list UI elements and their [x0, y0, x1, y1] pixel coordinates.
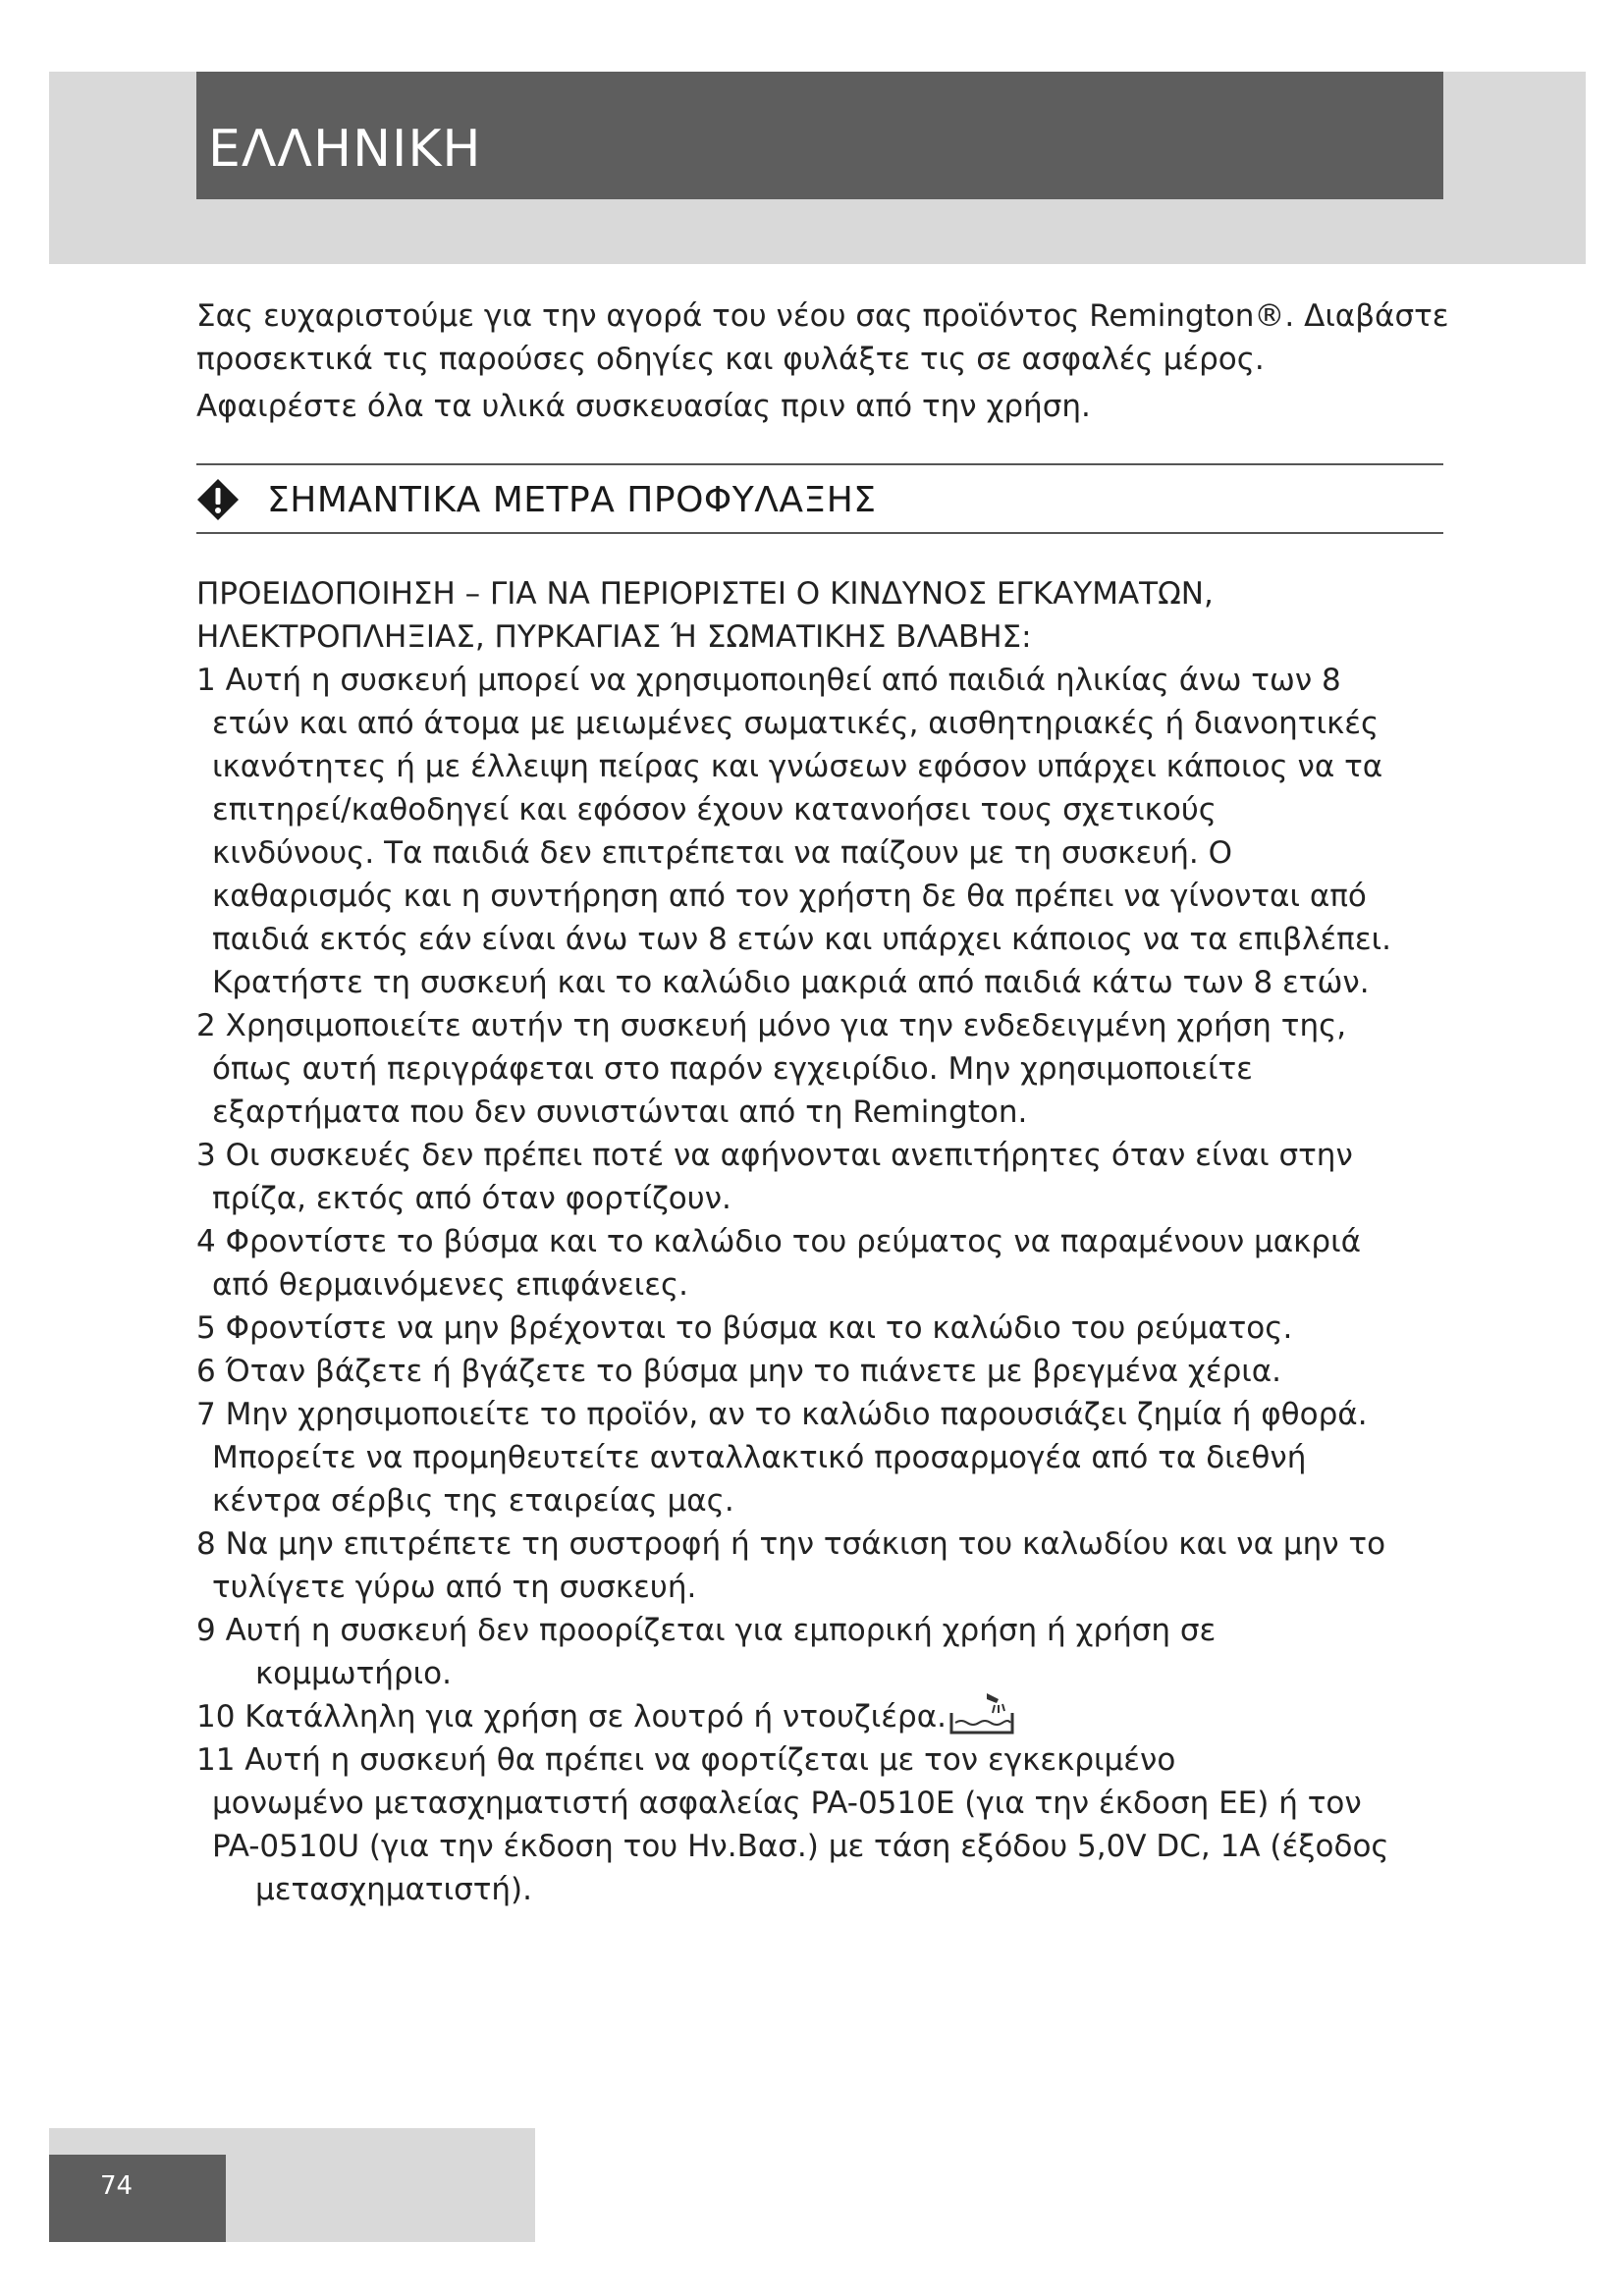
item-4-line: από θερμαινόμενες επιφάνειες.	[212, 1267, 689, 1303]
bath-shower-icon	[947, 1689, 1016, 1736]
item-7-line: 7 Μην χρησιμοποιείτε το προϊόν, αν το καλώδιο παρουσιάζει ζημία ή φθορά.	[196, 1397, 1368, 1432]
item-9-line: 9 Αυτή η συσκευή δεν προορίζεται για εμπορική χρήση ή χρήση σε	[196, 1613, 1217, 1648]
item-1-line: κινδύνους. Τα παιδιά δεν επιτρέπεται να παίζουν με τη συσκευή. Ο	[212, 835, 1232, 871]
item-2-line: όπως αυτή περιγράφεται στο παρόν εγχειρίδιο. Μην χρησιμοποιείτε	[212, 1051, 1253, 1087]
item-3-line: 3 Οι συσκευές δεν πρέπει ποτέ να αφήνονται ανεπιτήρητες όταν είναι στην	[196, 1138, 1353, 1173]
item-1-line: ικανότητες ή με έλλειψη πείρας και γνώσεων εφόσον υπάρχει κάποιος να τα	[212, 749, 1383, 784]
warning-line: ΠΡΟΕΙΔΟΠΟΙΗΣΗ – ΓΙΑ ΝΑ ΠΕΡΙΟΡΙΣΤΕΙ Ο ΚΙΝΔΥΝΟΣ ΕΓΚΑΥΜΑΤΩΝ,	[196, 576, 1214, 612]
page-title: ΕΛΛΗΝΙΚΗ	[208, 120, 482, 179]
item-8-line: 8 Να μην επιτρέπετε τη συστροφή ή την τσάκιση του καλωδίου και να μην το	[196, 1526, 1386, 1562]
item-1-line: ετών και από άτομα με μειωμένες σωματικές, αισθητηριακές ή διανοητικές	[212, 706, 1380, 741]
item-11-line: 11 Αυτή η συσκευή θα πρέπει να φορτίζεται με τον εγκεκριμένο	[196, 1742, 1176, 1778]
section-rule-bottom	[196, 532, 1443, 534]
item-8-line: τυλίγετε γύρω από τη συσκευή.	[212, 1570, 697, 1605]
item-10-line: 10 Κατάλληλη για χρήση σε λουτρό ή ντουζιέρα.	[196, 1699, 947, 1735]
header-title-box	[196, 72, 1443, 199]
section-header	[196, 466, 1443, 535]
section-rule-top	[196, 463, 1443, 465]
warning-icon	[196, 478, 240, 521]
item-11-line: μονωμένο μετασχηματιστή ασφαλείας PA-0510E (για την έκδοση ΕΕ) ή τον	[212, 1786, 1362, 1821]
item-11-line: PA-0510U (για την έκδοση του Ην.Βασ.) με τάση εξόδου 5,0V DC, 1A (έξοδος	[212, 1829, 1389, 1864]
item-1-line: παιδιά εκτός εάν είναι άνω των 8 ετών και υπάρχει κάποιος να τα επιβλέπει.	[212, 922, 1391, 957]
intro-line: Σας ευχαριστούμε για την αγορά του νέου σας προϊόντος Remington®. Διαβάστε	[196, 298, 1449, 334]
intro-line: προσεκτικά τις παρούσες οδηγίες και φυλάξτε τις σε ασφαλές μέρος.	[196, 342, 1265, 377]
item-2-line: εξαρτήματα που δεν συνιστώνται από τη Remington.	[212, 1095, 1028, 1130]
item-2-line: 2 Χρησιμοποιείτε αυτήν τη συσκευή μόνο για την ενδεδειγμένη χρήση της,	[196, 1008, 1347, 1043]
item-1-line: επιτηρεί/καθοδηγεί και εφόσον έχουν κατανοήσει τους σχετικούς	[212, 792, 1217, 828]
item-7-line: κέντρα σέρβις της εταιρείας μας.	[212, 1483, 734, 1519]
item-1-line: Κρατήστε τη συσκευή και το καλώδιο μακριά από παιδιά κάτω των 8 ετών.	[212, 965, 1370, 1000]
item-4-line: 4 Φροντίστε το βύσμα και το καλώδιο του ρεύματος να παραμένουν μακριά	[196, 1224, 1362, 1259]
footer-page-box	[49, 2155, 226, 2242]
intro-paragraph	[196, 294, 1463, 428]
item-6-line: 6 Όταν βάζετε ή βγάζετε το βύσμα μην το πιάνετε με βρεγμένα χέρια.	[196, 1354, 1282, 1389]
item-11-line: μετασχηματιστή).	[255, 1872, 532, 1907]
intro-line: Αφαιρέστε όλα τα υλικά συσκευασίας πριν από την χρήση.	[196, 389, 1091, 424]
item-1-line: καθαρισμός και η συντήρηση από τον χρήστη δε θα πρέπει να γίνονται από	[212, 879, 1367, 914]
section-title: ΣΗΜΑΝΤΙΚΑ ΜΕΤΡΑ ΠΡΟΦΥΛΑΞΗΣ	[267, 480, 877, 520]
page-number: 74	[100, 2171, 134, 2201]
item-9-line: κομμωτήριο.	[255, 1656, 452, 1691]
item-7-line: Μπορείτε να προμηθευτείτε ανταλλακτικό προσαρμογέα από τα διεθνή	[212, 1440, 1307, 1475]
item-5-line: 5 Φροντίστε να μην βρέχονται το βύσμα και το καλώδιο του ρεύματος.	[196, 1310, 1293, 1346]
item-1-line: 1 Αυτή η συσκευή μπορεί να χρησιμοποιηθεί από παιδιά ηλικίας άνω των 8	[196, 663, 1341, 698]
warning-line: ΗΛΕΚΤΡΟΠΛΗΞΙΑΣ, ΠΥΡΚΑΓΙΑΣ Ή ΣΩΜΑΤΙΚΗΣ ΒΛΑΒΗΣ:	[196, 619, 1032, 655]
item-3-line: πρίζα, εκτός από όταν φορτίζουν.	[212, 1181, 731, 1216]
